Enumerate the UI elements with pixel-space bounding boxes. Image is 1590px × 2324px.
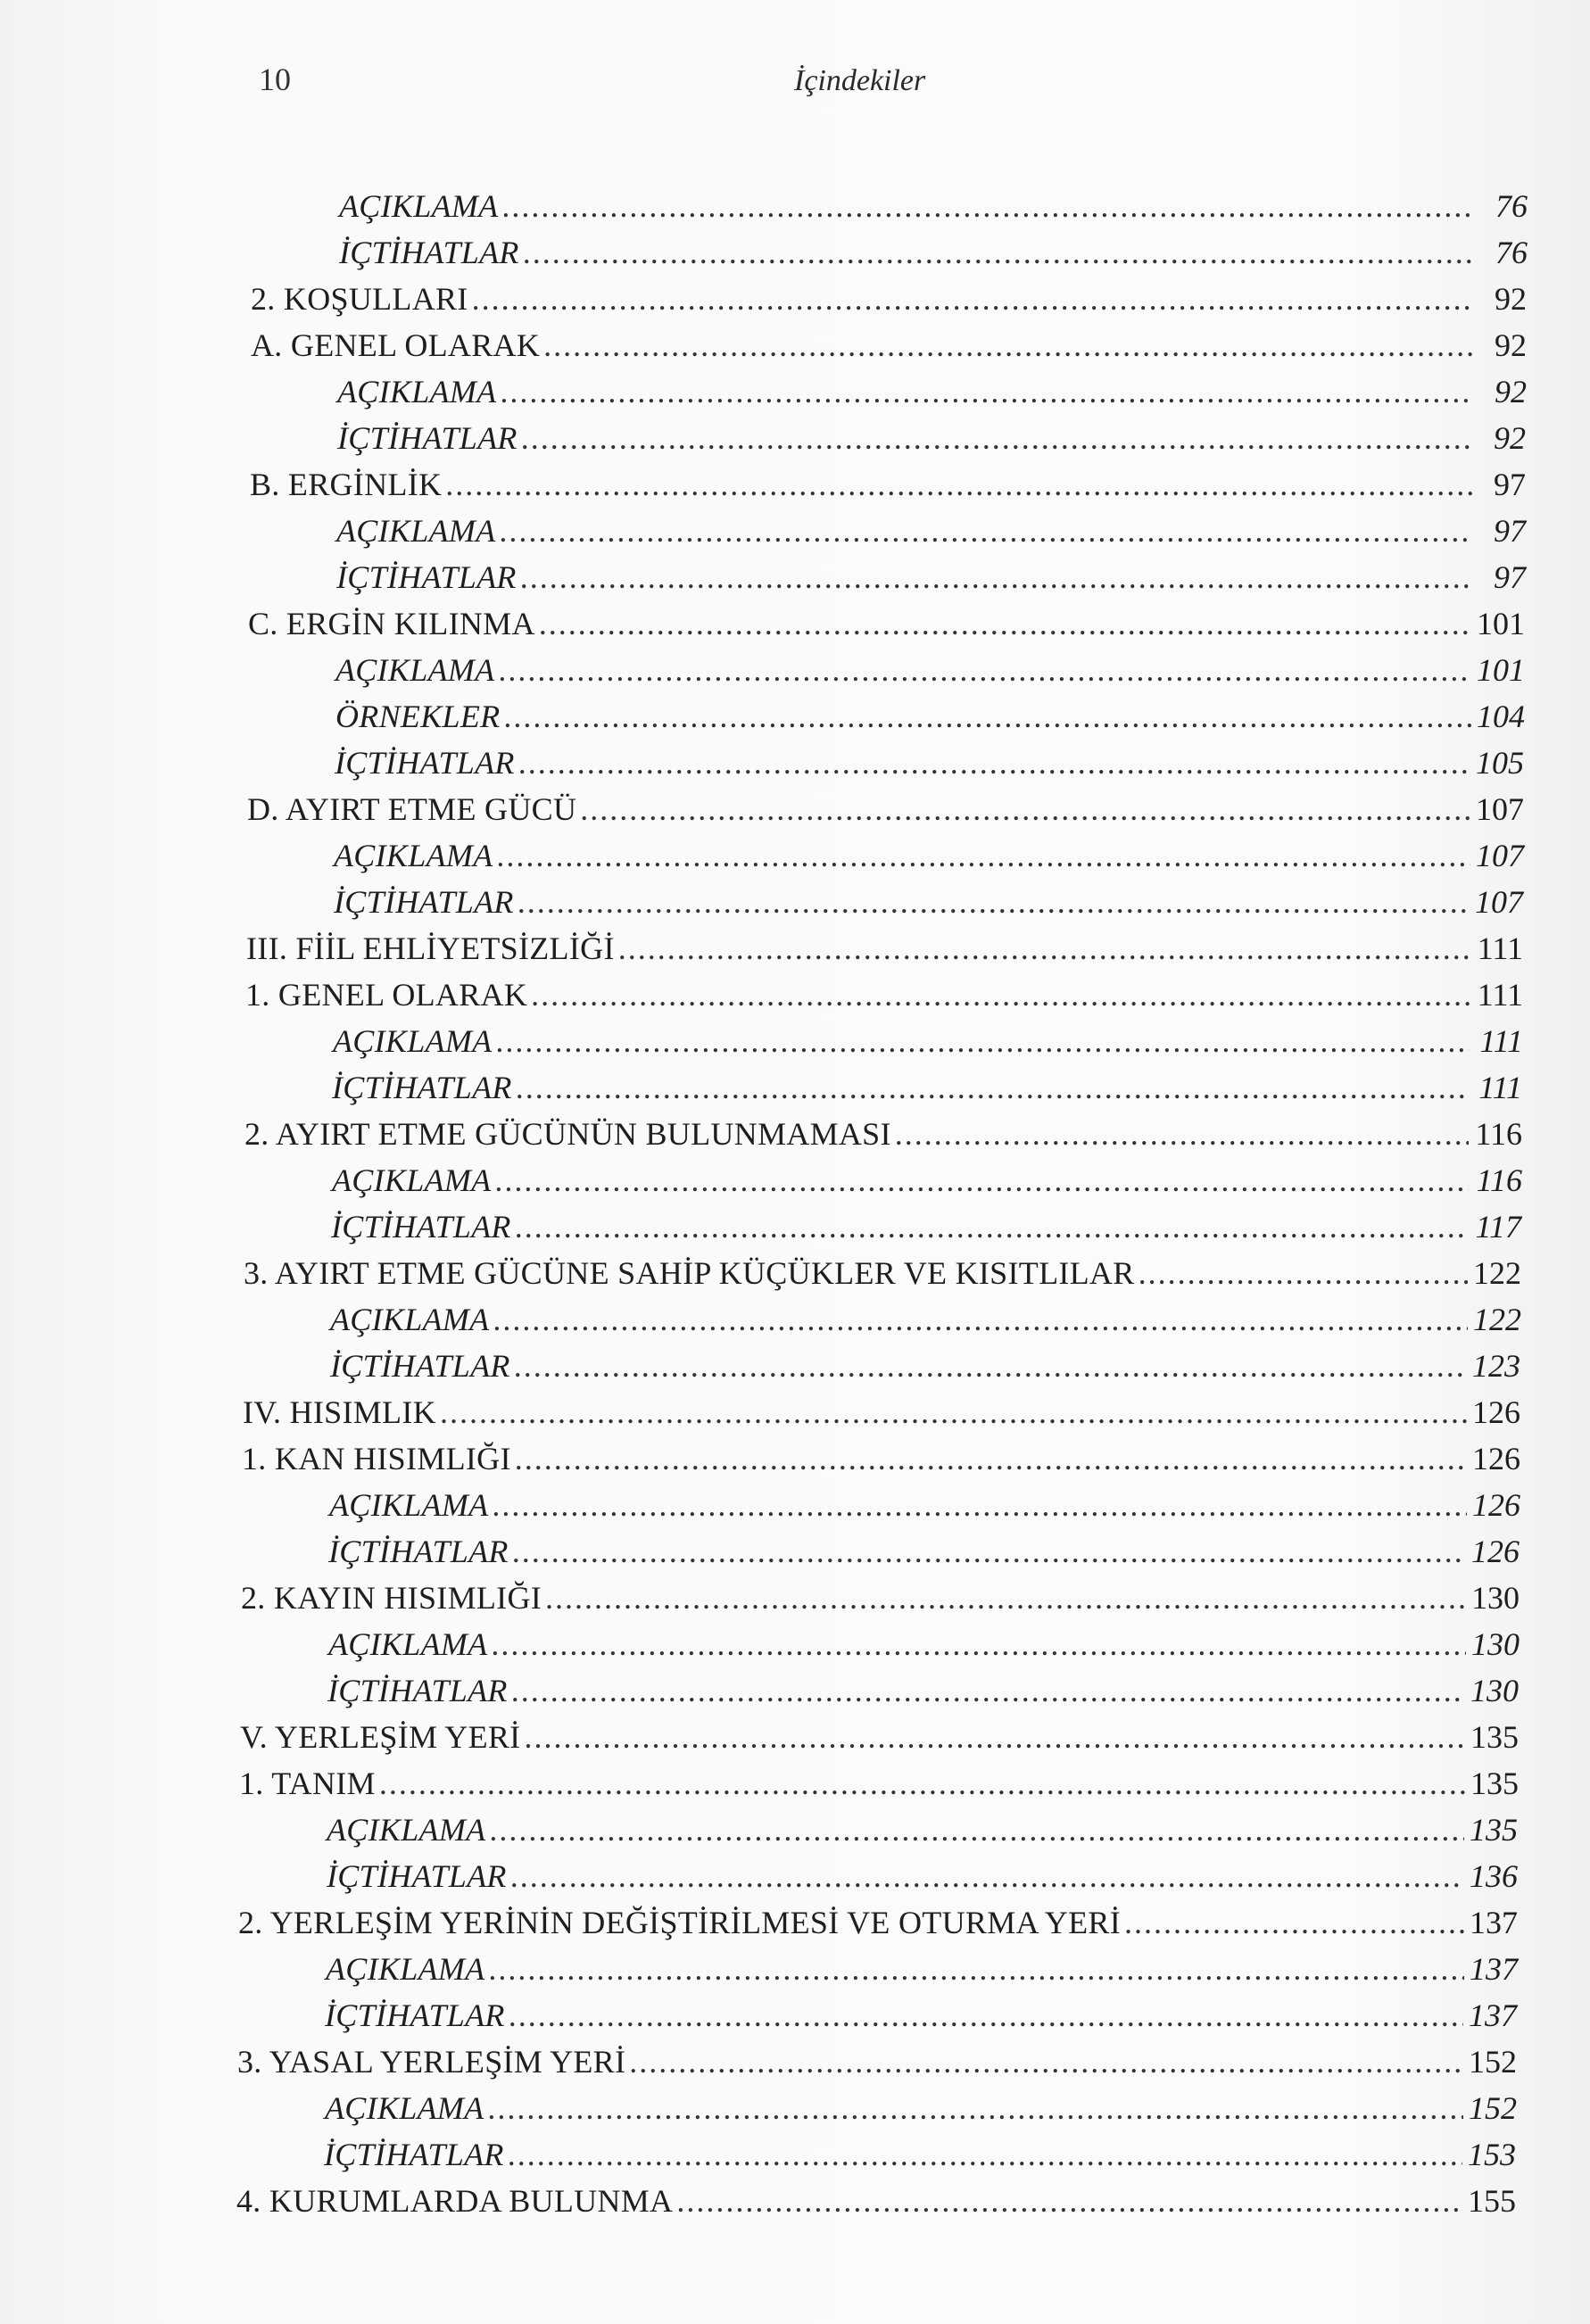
toc-entry: [238, 1899, 1518, 1946]
toc-entry-page: 130: [1470, 1673, 1519, 1708]
dot-leader: [531, 972, 1470, 1018]
dot-leader: [495, 1018, 1470, 1064]
toc-entry: [335, 740, 1524, 786]
toc-entry-title: AÇIKLAMA: [330, 1302, 490, 1337]
toc-entry-page: 92: [1495, 281, 1527, 317]
dot-leader: [499, 508, 1472, 554]
toc-entry: [239, 1760, 1519, 1807]
dot-leader: [1124, 1899, 1464, 1946]
toc-entry-title: AÇIKLAMA: [332, 1162, 492, 1198]
dot-leader: [503, 693, 1471, 740]
toc-entry: [337, 368, 1527, 415]
toc-entry: [326, 1946, 1518, 1992]
toc-entry-title: AÇIKLAMA: [335, 652, 495, 688]
toc-entry-page: 137: [1470, 1905, 1518, 1940]
toc-entry-title: İÇTİHATLAR: [335, 745, 515, 781]
toc-entry: [327, 1807, 1518, 1853]
toc-entry-page: 97: [1494, 559, 1526, 595]
toc-entry-page: 111: [1477, 930, 1523, 966]
toc-entry-page: 107: [1476, 791, 1524, 827]
dot-leader: [511, 1667, 1465, 1714]
toc-entry-title: AÇIKLAMA: [337, 374, 497, 409]
dot-leader: [514, 1343, 1467, 1389]
toc-entry: [245, 972, 1523, 1018]
dot-leader: [440, 1389, 1467, 1435]
dot-leader: [498, 647, 1471, 693]
toc-entry: [339, 183, 1528, 229]
dot-leader: [515, 1203, 1468, 1250]
toc-entry-title: D. AYIRT ETME GÜCÜ: [247, 791, 577, 827]
toc-entry-title: İÇTİHATLAR: [327, 1858, 507, 1894]
toc-entry-title: İÇTİHATLAR: [327, 1673, 508, 1708]
dot-leader: [580, 786, 1470, 832]
toc-entry-page: 130: [1471, 1626, 1520, 1662]
toc-entry-title: İÇTİHATLAR: [331, 1209, 511, 1245]
toc-entry-page: 126: [1472, 1487, 1520, 1523]
toc-entry: [327, 1853, 1518, 1899]
toc-entry: [331, 1203, 1521, 1250]
toc-entry-title: İÇTİHATLAR: [328, 1534, 509, 1569]
dot-leader: [500, 368, 1473, 415]
toc-entry-title: AÇIKLAMA: [336, 513, 496, 549]
toc-entry: [330, 1343, 1520, 1389]
toc-entry-page: 135: [1470, 1766, 1519, 1801]
dot-leader: [676, 2178, 1462, 2224]
toc-entry: [339, 229, 1528, 276]
toc-entry-title: İÇTİHATLAR: [339, 235, 519, 270]
dot-leader: [629, 2039, 1463, 2085]
toc-entry: [241, 1575, 1520, 1621]
toc-entry-title: V. YERLEŞİM YERİ: [240, 1719, 521, 1755]
dot-leader: [508, 2131, 1462, 2178]
toc-entry-page: 126: [1472, 1441, 1520, 1476]
toc-entry-page: 135: [1470, 1812, 1518, 1848]
toc-entry-page: 130: [1471, 1580, 1520, 1616]
dot-leader: [492, 1482, 1467, 1528]
toc-entry-title: 3. AYIRT ETME GÜCÜNE SAHİP KÜÇÜKLER VE KISITLILAR: [244, 1255, 1135, 1291]
toc-entry: [337, 415, 1526, 461]
toc-entry: [324, 2131, 1516, 2178]
toc-entry-page: 111: [1478, 1070, 1522, 1105]
toc-entry-page: 126: [1472, 1394, 1520, 1430]
dot-leader: [496, 832, 1470, 879]
toc-entry-page: 76: [1495, 188, 1528, 224]
dot-leader: [545, 1575, 1466, 1621]
page-number: 10: [259, 62, 291, 97]
dot-leader: [618, 925, 1470, 972]
toc-entry-page: 153: [1468, 2137, 1516, 2172]
running-head: İçindekiler: [794, 64, 926, 97]
toc-entry: [327, 1667, 1519, 1714]
dot-leader: [501, 183, 1474, 229]
dot-leader: [523, 229, 1474, 276]
dot-leader: [518, 740, 1470, 786]
toc-entry-title: İÇTİHATLAR: [325, 1997, 505, 2033]
dot-leader: [472, 276, 1473, 322]
toc-entry: [244, 1250, 1521, 1296]
toc-entry-title: AÇIKLAMA: [333, 1023, 493, 1059]
dot-leader: [487, 2085, 1463, 2131]
dot-leader: [520, 554, 1472, 600]
toc-entry-title: IV. HISIMLIK: [243, 1394, 436, 1430]
toc-entry-page: 117: [1475, 1209, 1521, 1245]
toc-entry-title: A. GENEL OLARAK: [251, 327, 541, 363]
toc-entry: [333, 1018, 1523, 1064]
toc-entry-page: 105: [1476, 745, 1524, 781]
toc-entry-title: AÇIKLAMA: [327, 1812, 486, 1848]
dot-leader: [524, 1714, 1465, 1760]
toc-entry-title: ÖRNEKLER: [335, 699, 501, 734]
toc-entry-title: AÇIKLAMA: [329, 1487, 489, 1523]
toc-entry-page: 97: [1494, 467, 1526, 502]
toc-entry: [240, 1714, 1519, 1760]
toc-entry-page: 101: [1477, 606, 1525, 641]
toc-entry-page: 116: [1476, 1162, 1522, 1198]
toc-entry-page: 152: [1469, 2090, 1517, 2126]
toc-entry-page: 135: [1470, 1719, 1519, 1755]
toc-entry-title: İÇTİHATLAR: [330, 1348, 510, 1384]
toc-entry-title: AÇIKLAMA: [328, 1626, 488, 1662]
dot-leader: [489, 1807, 1464, 1853]
dot-leader: [516, 1064, 1469, 1111]
toc-entry-title: 4. KURUMLARDA BULUNMA: [236, 2183, 674, 2219]
toc-entry: [243, 1389, 1520, 1435]
toc-entry-page: 76: [1495, 235, 1528, 270]
toc-entry: [336, 508, 1526, 554]
toc-entry: [244, 1111, 1522, 1157]
toc-entry-page: 137: [1470, 1951, 1518, 1987]
toc-entry-page: 137: [1469, 1997, 1517, 2033]
toc-entry: [248, 600, 1525, 647]
toc-entry-title: III. FİİL EHLİYETSİZLİĞİ: [246, 930, 615, 966]
toc-entry-title: 2. AYIRT ETME GÜCÜNÜN BULUNMAMASI: [244, 1116, 891, 1152]
toc-entry-title: 1. GENEL OLARAK: [245, 977, 528, 1013]
dot-leader: [510, 1853, 1464, 1899]
dot-leader: [895, 1111, 1469, 1157]
toc-entry: [242, 1435, 1520, 1482]
toc-entry-title: İÇTİHATLAR: [336, 559, 517, 595]
toc-entry-title: İÇTİHATLAR: [334, 884, 514, 920]
toc-entry: [328, 1621, 1520, 1667]
toc-entry: [334, 832, 1524, 879]
toc-entry: [336, 554, 1526, 600]
toc-entry-title: İÇTİHATLAR: [324, 2137, 504, 2172]
toc-entry: [335, 647, 1525, 693]
dot-leader: [488, 1946, 1464, 1992]
toc-entry-page: 107: [1476, 838, 1524, 873]
toc-entry-page: 136: [1470, 1858, 1518, 1894]
dot-leader: [493, 1296, 1468, 1343]
dot-leader: [491, 1621, 1466, 1667]
toc-entry-page: 92: [1495, 327, 1527, 363]
toc-entry-title: AÇIKLAMA: [325, 2090, 484, 2126]
toc-entry-title: İÇTİHATLAR: [332, 1070, 512, 1105]
toc-entry-page: 123: [1472, 1348, 1520, 1384]
toc-entry-page: 107: [1475, 884, 1523, 920]
toc-entry-page: 92: [1494, 420, 1526, 456]
toc-entry-title: AÇIKLAMA: [326, 1951, 485, 1987]
toc-entry-page: 101: [1477, 652, 1525, 688]
toc-entry-page: 122: [1473, 1255, 1521, 1291]
toc-entry: [328, 1528, 1520, 1575]
toc-entry-title: 2. KAYIN HISIMLIĞI: [241, 1580, 542, 1616]
toc-entry-title: C. ERGİN KILINMA: [248, 606, 535, 641]
toc-entry-page: 97: [1494, 513, 1526, 549]
toc-entry: [247, 786, 1524, 832]
toc-entry: [335, 693, 1525, 740]
toc-entry: [246, 925, 1523, 972]
toc-entry-page: 122: [1473, 1302, 1521, 1337]
dot-leader: [509, 1992, 1463, 2039]
toc-entry-title: AÇIKLAMA: [339, 188, 499, 224]
toc-entry: [332, 1157, 1522, 1203]
toc-entry-title: İÇTİHATLAR: [337, 420, 518, 456]
toc-entry-title: 3. YASAL YERLEŞİM YERİ: [237, 2044, 626, 2080]
toc-entry-title: AÇIKLAMA: [334, 838, 493, 873]
dot-leader: [543, 322, 1473, 368]
toc-entry-page: 111: [1479, 1023, 1523, 1059]
toc-entry: [236, 2178, 1516, 2224]
toc-entry: [250, 461, 1526, 508]
toc-entry-page: 126: [1471, 1534, 1520, 1569]
dot-leader: [512, 1528, 1466, 1575]
toc-entry: [251, 276, 1527, 322]
toc-entry-title: B. ERGİNLİK: [250, 467, 443, 502]
toc-entry: [325, 2085, 1517, 2131]
toc-entry-page: 92: [1495, 374, 1527, 409]
toc-entry: [329, 1482, 1520, 1528]
toc-entry-title: 1. TANIM: [239, 1766, 376, 1801]
dot-leader: [1139, 1250, 1468, 1296]
toc-entry: [332, 1064, 1522, 1111]
toc-entry-page: 152: [1469, 2044, 1517, 2080]
toc-entry-title: 1. KAN HISIMLIĞI: [242, 1441, 511, 1476]
toc-entry-title: 2. YERLEŞİM YERİNİN DEĞİŞTİRİLMESİ VE OTURMA YERİ: [238, 1905, 1121, 1940]
dot-leader: [518, 879, 1470, 925]
toc-entry: [330, 1296, 1521, 1343]
dot-leader: [445, 461, 1472, 508]
toc-entry-page: 104: [1477, 699, 1525, 734]
toc-entry: [251, 322, 1527, 368]
toc-entry: [334, 879, 1523, 925]
toc-entry-page: 116: [1475, 1116, 1522, 1152]
dot-leader: [379, 1760, 1465, 1807]
dot-leader: [515, 1435, 1467, 1482]
dot-leader: [494, 1157, 1469, 1203]
dot-leader: [521, 415, 1472, 461]
toc-entry-page: 155: [1468, 2183, 1516, 2219]
toc-entry-page: 111: [1477, 977, 1523, 1013]
toc-entry: [325, 1992, 1517, 2039]
toc-entry: [237, 2039, 1517, 2085]
dot-leader: [539, 600, 1471, 647]
toc-entry-title: 2. KOŞULLARI: [251, 281, 468, 317]
